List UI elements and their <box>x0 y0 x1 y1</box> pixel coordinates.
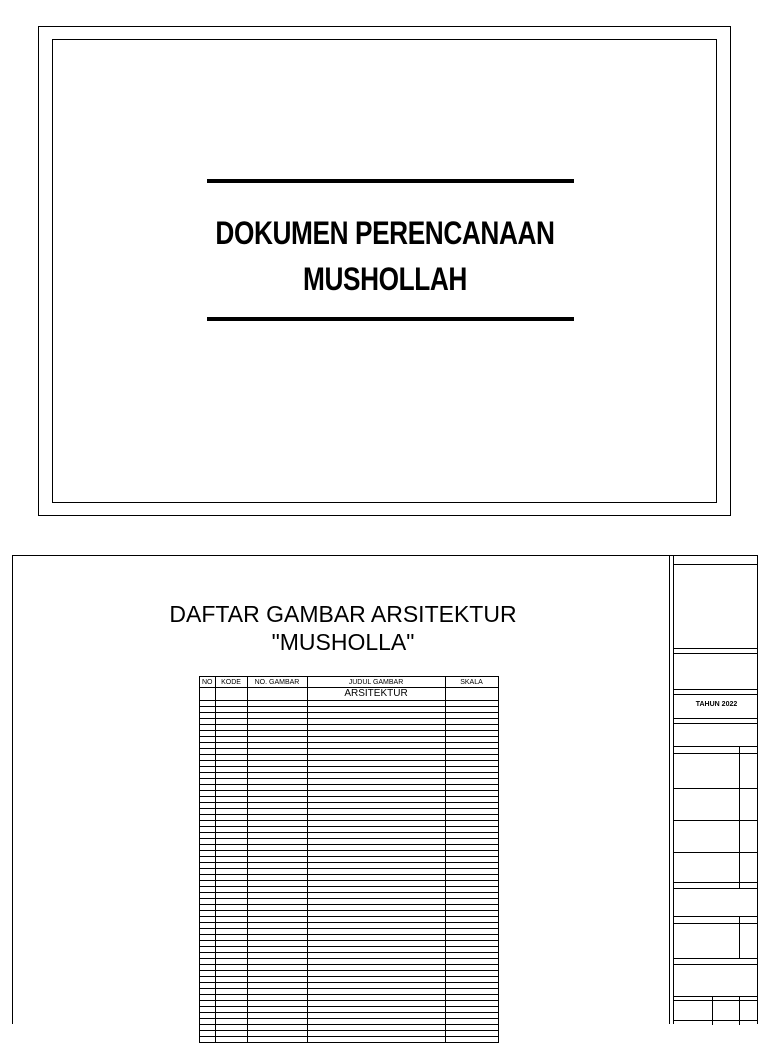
title-block-line <box>674 964 757 965</box>
title-block-line <box>674 923 757 924</box>
title-block-divider <box>739 916 740 958</box>
title-block-border-inner <box>673 556 674 1024</box>
title-block-line <box>674 888 757 889</box>
section-row <box>200 688 499 701</box>
drawing-list-title: DAFTAR GAMBAR ARSITEKTUR "MUSHOLLA" <box>169 601 517 655</box>
cover-sheet <box>38 26 731 516</box>
title-block-line <box>674 916 757 917</box>
drawing-list-sheet <box>12 555 758 1024</box>
table-row <box>200 1037 499 1043</box>
table-header-row <box>200 677 499 688</box>
title-block-divider <box>739 996 740 1025</box>
cell-kode <box>215 1037 247 1043</box>
title-block-line <box>674 958 757 959</box>
title-block-divider <box>712 996 713 1025</box>
title-block-line <box>674 694 757 695</box>
cell-judul-gambar <box>307 1037 445 1043</box>
cell-skala <box>445 1037 498 1043</box>
title-block-year: TAHUN 2022 <box>695 701 738 708</box>
col-header-kode: KODE <box>215 677 247 688</box>
title-block-line <box>674 723 757 724</box>
title-block-line <box>674 746 757 747</box>
title-block-line <box>674 1020 757 1021</box>
title-block-divider <box>739 746 740 888</box>
title-top-rule <box>207 179 574 183</box>
title-block-line <box>674 648 757 649</box>
title-block-line <box>674 852 757 853</box>
title-block-line <box>674 689 757 690</box>
cover-sheet-inner-frame <box>52 39 717 503</box>
drawing-list-table <box>199 676 499 1043</box>
col-header-judul-gambar: JUDUL GAMBAR <box>307 677 445 688</box>
col-header-no: NO <box>200 677 216 688</box>
title-bottom-rule <box>207 317 574 321</box>
title-block-line <box>674 788 757 789</box>
section-header-arsitektur: ARSITEKTUR <box>307 688 445 701</box>
cover-title: DOKUMEN PERENCANAAN MUSHOLLAH <box>215 215 555 297</box>
title-block-line <box>674 1000 757 1001</box>
title-block-border <box>669 556 670 1024</box>
title-block-line <box>674 564 757 565</box>
title-block-line <box>674 996 757 997</box>
title-block-line <box>674 653 757 654</box>
col-header-skala: SKALA <box>445 677 498 688</box>
col-header-no-gambar: NO. GAMBAR <box>247 677 307 688</box>
title-block-line <box>674 718 757 719</box>
title-block-line <box>674 882 757 883</box>
title-block-line <box>674 753 757 754</box>
cell-no-gambar <box>247 1037 307 1043</box>
title-block-line <box>674 820 757 821</box>
cell-no <box>200 1037 216 1043</box>
